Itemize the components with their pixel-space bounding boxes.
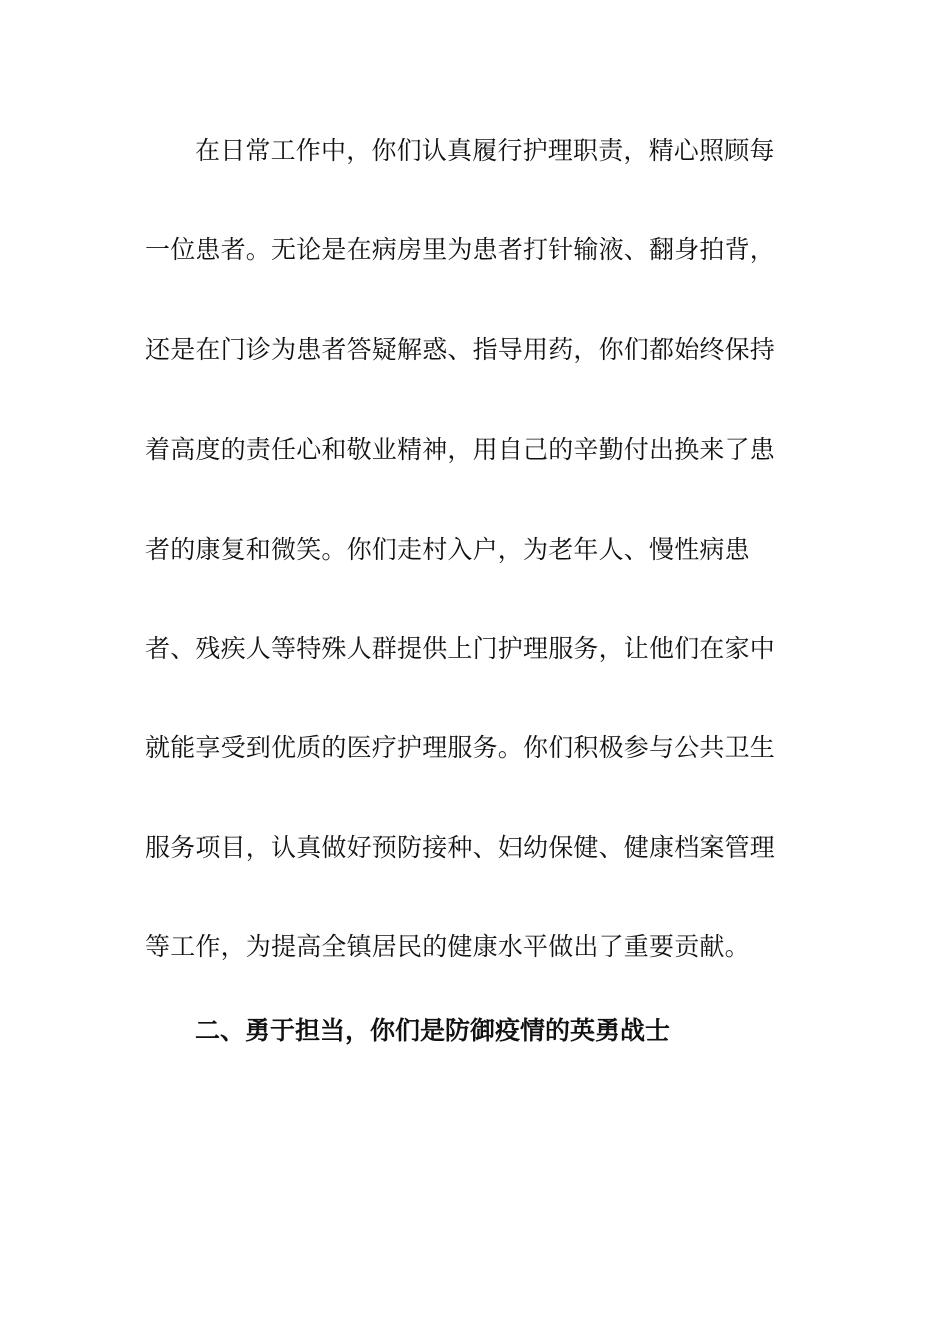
paragraph-line-5: 者的康复和微笑。你们走村入户，为老年人、慢性病患: [145, 535, 750, 564]
paragraph-line-9: 等工作，为提高全镇居民的健康水平做出了重要贡献。: [145, 932, 750, 961]
paragraph-line-8: 服务项目，认真做好预防接种、妇幼保健、健康档案管理: [145, 833, 776, 862]
paragraph-line-4: 着高度的责任心和敬业精神，用自己的辛勤付出换来了患: [145, 435, 776, 464]
paragraph-line-2: 一位患者。无论是在病房里为患者打针输液、翻身拍背，: [145, 235, 776, 264]
paragraph-line-6: 者、残疾人等特殊人群提供上门护理服务，让他们在家中: [145, 634, 776, 663]
paragraph-line-7: 就能享受到优质的医疗护理服务。你们积极参与公共卫生: [145, 733, 776, 762]
paragraph-line-1: 在日常工作中，你们认真履行护理职责，精心照顾每: [195, 136, 775, 165]
paragraph-line-3: 还是在门诊为患者答疑解惑、指导用药，你们都始终保持: [145, 335, 776, 364]
section-heading: 二、勇于担当，你们是防御疫情的英勇战士: [195, 1016, 671, 1045]
